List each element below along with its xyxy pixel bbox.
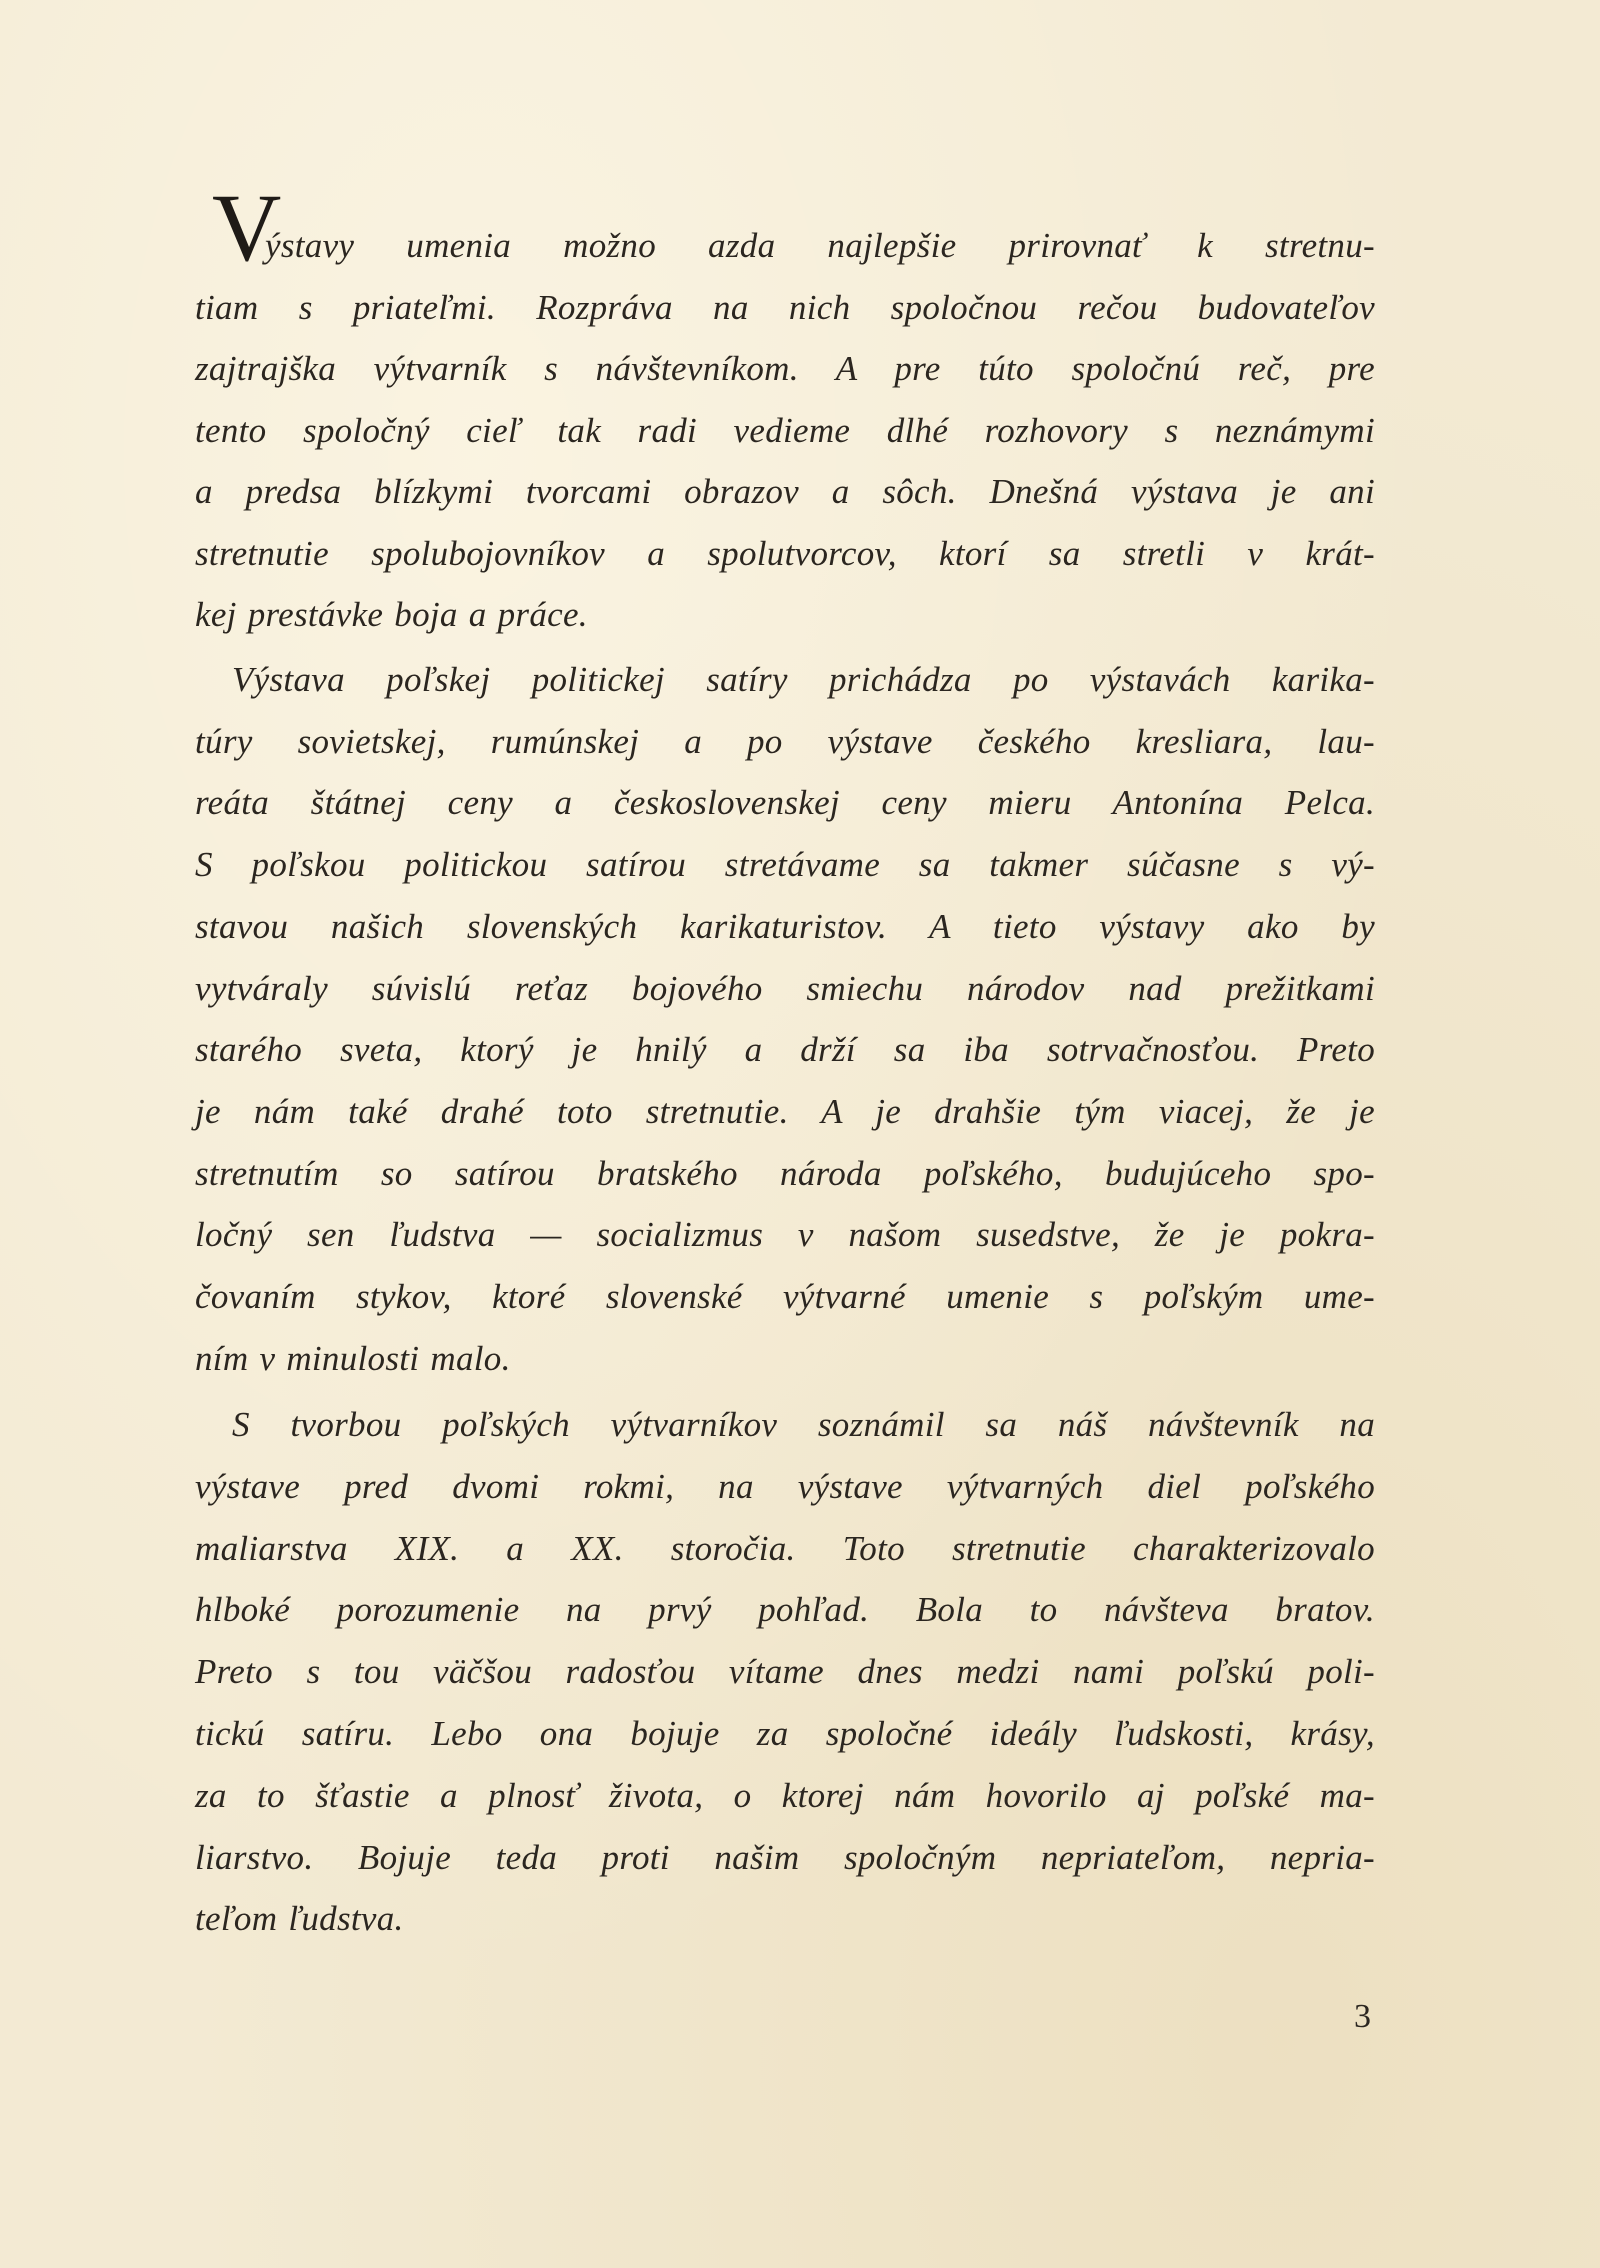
drop-cap: V [212, 174, 282, 281]
text-line: stavou našich slovenských karikaturistov. A tieto výstavy ako by [195, 906, 1375, 946]
text-line: ním v minulosti malo. [195, 1338, 511, 1378]
text-line: S tvorbou poľských výtvarníkov soznámil sa náš návštevník na [232, 1405, 1375, 1444]
text-line: Výstava poľskej politickej satíry prichádza po výstavách karika- [232, 660, 1375, 699]
text-line: zajtrajška výtvarník s návštevníkom. A pre túto spoločnú reč, pre [195, 349, 1375, 388]
text-line: stretnutím so satírou bratského národa poľského, budujúceho spo- [195, 1153, 1375, 1193]
text-line: ýstavy umenia možno azda najlepšie prirovnať k stretnu- [265, 226, 1375, 265]
text-line: stretnutie spolubojovníkov a spolutvorcov, ktorí sa stretli v krát- [195, 533, 1375, 573]
text-line: výstave pred dvomi rokmi, na výstave výtvarných diel poľského [195, 1466, 1375, 1506]
text-line: maliarstva XIX. a XX. storočia. Toto stretnutie charakterizovalo [195, 1528, 1375, 1568]
text-line: liarstvo. Bojuje teda proti našim spoločným nepriateľom, nepria- [195, 1837, 1375, 1877]
text-line: čovaním stykov, ktoré slovenské výtvarné umenie s poľským ume- [195, 1277, 1375, 1316]
text-line: reáta štátnej ceny a československej ceny mieru Antonína Pelca. [195, 783, 1375, 823]
text-line: tickú satíru. Lebo ona bojuje za spoločné ideály ľudskosti, krásy, [195, 1714, 1375, 1753]
text-line: kej prestávke boja a práce. [195, 595, 588, 634]
text-line: ločný sen ľudstva — socializmus v našom susedstve, že je pokra- [195, 1215, 1375, 1255]
text-line: vytváraly súvislú reťaz bojového smiechu národov nad prežitkami [195, 968, 1375, 1008]
text-line: teľom ľudstva. [195, 1899, 404, 1939]
text-line: Preto s tou väčšou radosťou vítame dnes medzi nami poľskú poli- [195, 1652, 1375, 1692]
text-line: tento spoločný cieľ tak radi vedieme dlhé rozhovory s neznámymi [195, 410, 1375, 450]
text-line: je nám také drahé toto stretnutie. A je drahšie tým viacej, že je [195, 1091, 1375, 1131]
text-line: túry sovietskej, rumúnskej a po výstave českého kresliara, lau- [195, 721, 1375, 761]
text-line: starého sveta, ktorý je hnilý a drží sa iba sotrvačnosťou. Preto [195, 1030, 1375, 1070]
text-line: hlboké porozumenie na prvý pohľad. Bola to návšteva bratov. [195, 1590, 1375, 1630]
text-line: a predsa blízkymi tvorcami obrazov a sôch. Dnešná výstava je ani [195, 472, 1375, 511]
text-line: za to šťastie a plnosť života, o ktorej nám hovorilo aj poľské ma- [195, 1775, 1375, 1815]
text-line: tiam s priateľmi. Rozprávа na nich spoločnou rečou budovateľov [195, 287, 1375, 327]
text-line: S poľskou politickou satírou stretávame sa takmer súčasne s vý- [195, 845, 1375, 885]
page-number: 3 [1354, 1998, 1371, 2035]
